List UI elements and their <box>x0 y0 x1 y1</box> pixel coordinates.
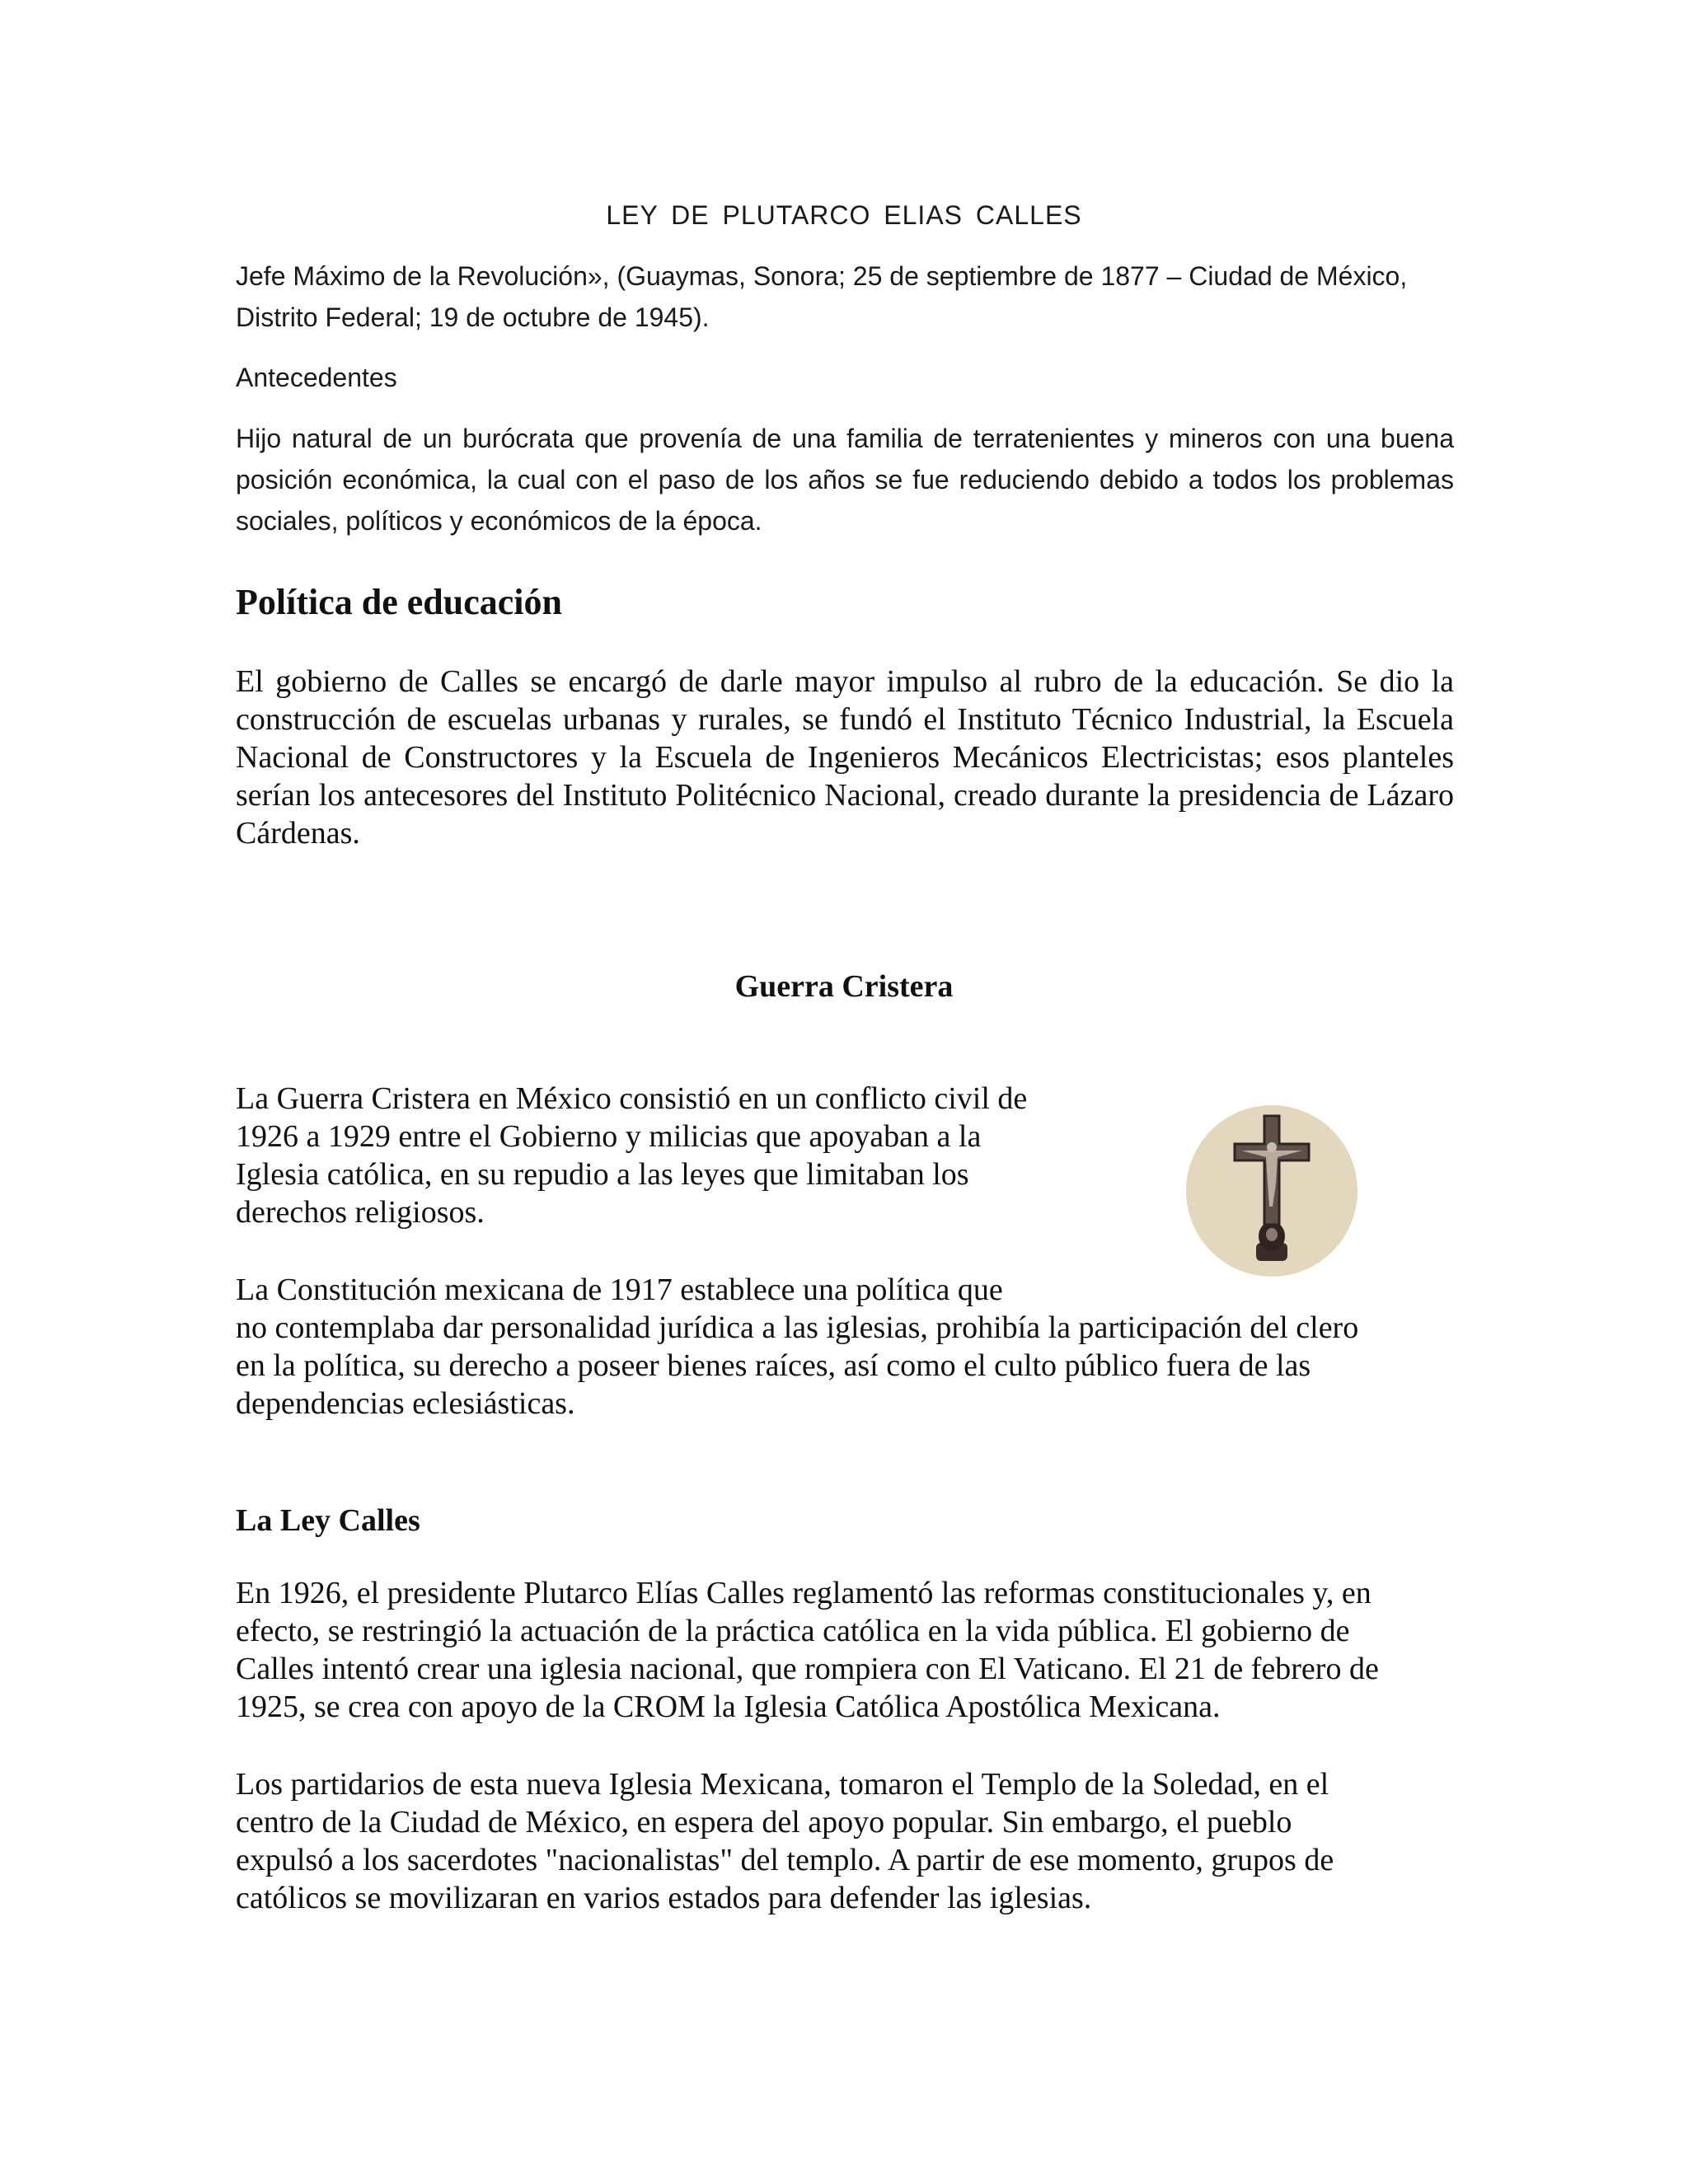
section-heading-guerra-cristera: Guerra Cristera <box>734 969 954 1004</box>
text-line: La Guerra Cristera en México consistió en un conflicto civil de <box>236 1081 1028 1116</box>
ley-paragraph-1 <box>236 1574 1454 1726</box>
text-line: La Constitución mexicana de 1917 establece una política que <box>236 1272 1003 1307</box>
text-line: Calles intentó crear una iglesia nacional, que rompiera con El Vaticano. El 21 de febrero de <box>236 1652 1379 1686</box>
text-line: Iglesia católica, en su repudio a las leyes que limitaban los <box>236 1157 969 1192</box>
antecedentes-paragraph: Hijo natural de un burócrata que provenía de una familia de terratenientes y mineros con una buena posición económica, la cual con el paso de los años se fue reduciendo debido a todos los problemas sociales, políticos y económicos de la época. <box>236 424 1454 536</box>
text-line: Los partidarios de esta nueva Iglesia Mexicana, tomaron el Templo de la Soledad, en el <box>236 1767 1329 1802</box>
document-title: LEY DE PLUTARCO ELIAS CALLES <box>606 200 1082 230</box>
text-line: 1926 a 1929 entre el Gobierno y milicias que apoyaban a la <box>236 1119 982 1154</box>
text-line: efecto, se restringió la actuación de la práctica católica en la vida pública. El gobierno de <box>236 1614 1350 1648</box>
text-line: católicos se movilizaran en varios estados para defender las iglesias. <box>236 1881 1092 1915</box>
text-line: dependencias eclesiásticas. <box>236 1386 575 1421</box>
text-line: 1925, se crea con apoyo de la CROM la Iglesia Católica Apostólica Mexicana. <box>236 1690 1221 1724</box>
ley-paragraph-2 <box>236 1765 1454 1917</box>
section-heading-educacion: Política de educación <box>236 582 562 622</box>
intro-paragraph: Jefe Máximo de la Revolución», (Guaymas, Sonora; 25 de septiembre de 1877 – Ciudad de México, Distrito Federal; 19 de octubre de 1945). <box>236 261 1408 332</box>
antecedentes-heading: Antecedentes <box>236 363 397 392</box>
crucifix-icon <box>1185 1104 1358 1277</box>
text-line: derechos religiosos. <box>236 1195 485 1230</box>
text-line: En 1926, el presidente Plutarco Elías Calles reglamentó las reformas constitucionales y, en <box>236 1576 1372 1610</box>
educacion-paragraph: El gobierno de Calles se encargó de darle mayor impulso al rubro de la educación. Se dio la construcción de escuelas urbanas y rurales, se fundó el Instituto Técnico Industrial, la Escuela Nacional de Constructores y la Escuela de Ingenieros Mecánicos Electricistas; esos planteles serían los antecesores del Instituto Politécnico Nacional, creado durante la presidencia de Lázaro Cárdenas. <box>236 664 1454 851</box>
section-heading-ley-calles: La Ley Calles <box>236 1503 420 1538</box>
text-line: en la política, su derecho a poseer bienes raíces, así como el culto público fuera de las <box>236 1348 1311 1383</box>
text-line: no contemplaba dar personalidad jurídica a las iglesias, prohibía la participación del clero <box>236 1310 1359 1345</box>
text-line: expulsó a los sacerdotes "nacionalistas" del templo. A partir de ese momento, grupos de <box>236 1843 1334 1877</box>
cristera-paragraph-2 <box>236 1271 1454 1422</box>
text-line: centro de la Ciudad de México, en espera del apoyo popular. Sin embargo, el pueblo <box>236 1805 1292 1840</box>
